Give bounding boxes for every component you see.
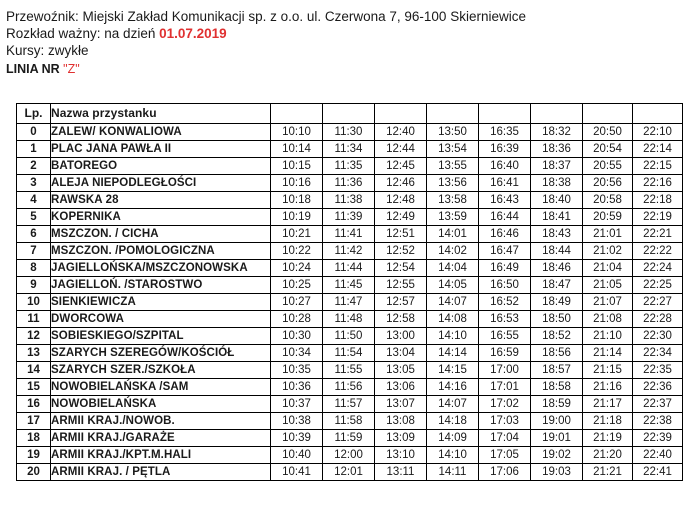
departure-time: 13:08 [375,413,427,430]
stop-number: 17 [17,413,51,430]
departure-time: 10:35 [271,362,323,379]
departure-time: 22:10 [633,124,683,141]
stop-name: NOWOBIELAŃSKA /SAM [51,379,271,396]
departure-time: 11:54 [323,345,375,362]
departure-time: 14:07 [427,294,479,311]
departure-time: 14:09 [427,430,479,447]
departure-time: 22:25 [633,277,683,294]
stop-name: NOWOBIELAŃSKA [51,396,271,413]
departure-time: 17:02 [479,396,531,413]
table-row [17,243,683,260]
departure-time: 22:16 [633,175,683,192]
departure-time: 19:02 [531,447,583,464]
departure-time: 21:02 [583,243,633,260]
departure-time: 18:44 [531,243,583,260]
departure-time: 21:16 [583,379,633,396]
departure-time: 22:30 [633,328,683,345]
stop-number: 11 [17,311,51,328]
table-row [17,209,683,226]
departure-time: 18:36 [531,141,583,158]
departure-time: 12:46 [375,175,427,192]
table-row [17,124,683,141]
departure-time: 10:10 [271,124,323,141]
departure-time: 18:46 [531,260,583,277]
departure-time: 12:52 [375,243,427,260]
stop-number: 18 [17,430,51,447]
departure-time: 17:04 [479,430,531,447]
departure-time: 14:14 [427,345,479,362]
column-header-course [323,104,375,124]
table-row [17,226,683,243]
departure-time: 10:24 [271,260,323,277]
departure-time: 17:01 [479,379,531,396]
departure-time: 10:38 [271,413,323,430]
stop-name: RAWSKA 28 [51,192,271,209]
carrier-line: Przewoźnik: Miejski Zakład Komunikacji sp. z o.o. ul. Czerwona 7, 96-100 Skierniewice [6,9,526,24]
departure-time: 21:21 [583,464,633,481]
stop-number: 5 [17,209,51,226]
validity-label: Rozkład ważny: na dzień [6,26,160,41]
departure-time: 11:56 [323,379,375,396]
departure-time: 22:39 [633,430,683,447]
departure-time: 13:05 [375,362,427,379]
departure-time: 11:55 [323,362,375,379]
column-header-course [271,104,323,124]
departure-time: 11:35 [323,158,375,175]
departure-time: 11:57 [323,396,375,413]
table-header-row [17,104,683,124]
stop-name: ARMII KRAJ./GARAŻE [51,430,271,447]
departure-time: 18:37 [531,158,583,175]
departure-time: 21:10 [583,328,633,345]
departure-time: 14:10 [427,447,479,464]
departure-time: 21:14 [583,345,633,362]
courses-line: Kursy: zwykłe [6,43,89,58]
table-row [17,447,683,464]
departure-time: 13:10 [375,447,427,464]
departure-time: 18:43 [531,226,583,243]
departure-time: 22:41 [633,464,683,481]
departure-time: 12:54 [375,260,427,277]
stop-number: 20 [17,464,51,481]
departure-time: 14:08 [427,311,479,328]
departure-time: 16:52 [479,294,531,311]
stop-name: SOBIESKIEGO/SZPITAL [51,328,271,345]
departure-time: 14:02 [427,243,479,260]
column-header-stop-name: Nazwa przystanku [51,104,271,124]
table-row [17,294,683,311]
departure-time: 18:50 [531,311,583,328]
departure-time: 10:40 [271,447,323,464]
departure-time: 18:47 [531,277,583,294]
departure-time: 16:43 [479,192,531,209]
departure-time: 18:52 [531,328,583,345]
stop-name: ARMII KRAJ./NOWOB. [51,413,271,430]
departure-time: 16:44 [479,209,531,226]
departure-time: 12:44 [375,141,427,158]
departure-time: 11:36 [323,175,375,192]
departure-time: 22:21 [633,226,683,243]
column-header-course [427,104,479,124]
departure-time: 10:16 [271,175,323,192]
departure-time: 18:59 [531,396,583,413]
departure-time: 11:42 [323,243,375,260]
departure-time: 12:51 [375,226,427,243]
stop-name: ARMII KRAJ. / PĘTLA [51,464,271,481]
departure-time: 21:20 [583,447,633,464]
column-header-course [375,104,427,124]
column-header-course [583,104,633,124]
stop-name: ZALEW/ KONWALIOWA [51,124,271,141]
departure-time: 11:39 [323,209,375,226]
table-row [17,175,683,192]
departure-time: 22:18 [633,192,683,209]
departure-time: 18:40 [531,192,583,209]
validity-date: 01.07.2019 [159,26,227,41]
departure-time: 22:27 [633,294,683,311]
stop-name: JAGIELLOŃSKA/MSZCZONOWSKA [51,260,271,277]
departure-time: 10:30 [271,328,323,345]
stop-name: JAGIELLOŃ. /STAROSTWO [51,277,271,294]
departure-time: 14:01 [427,226,479,243]
departure-time: 14:11 [427,464,479,481]
departure-time: 21:19 [583,430,633,447]
departure-time: 11:48 [323,311,375,328]
departure-time: 22:22 [633,243,683,260]
stop-number: 15 [17,379,51,396]
departure-time: 19:03 [531,464,583,481]
stop-name: BATOREGO [51,158,271,175]
departure-time: 10:37 [271,396,323,413]
departure-time: 12:55 [375,277,427,294]
table-row [17,328,683,345]
departure-time: 18:32 [531,124,583,141]
stop-name: DWORCOWA [51,311,271,328]
departure-time: 16:53 [479,311,531,328]
departure-time: 18:41 [531,209,583,226]
departure-time: 11:50 [323,328,375,345]
departure-time: 22:19 [633,209,683,226]
departure-time: 13:55 [427,158,479,175]
departure-time: 20:56 [583,175,633,192]
departure-time: 22:28 [633,311,683,328]
departure-time: 14:07 [427,396,479,413]
departure-time: 10:14 [271,141,323,158]
stop-number: 14 [17,362,51,379]
stop-name: PLAC JANA PAWŁA II [51,141,271,158]
stop-name: MSZCZON. /POMOLOGICZNA [51,243,271,260]
departure-time: 13:56 [427,175,479,192]
departure-time: 12:40 [375,124,427,141]
stop-name: SIENKIEWICZA [51,294,271,311]
table-row [17,464,683,481]
departure-time: 11:41 [323,226,375,243]
table-row [17,430,683,447]
stop-name: SZARYCH SZER./SZKOŁA [51,362,271,379]
departure-time: 10:18 [271,192,323,209]
table-row [17,158,683,175]
departure-time: 16:47 [479,243,531,260]
departure-time: 20:55 [583,158,633,175]
departure-time: 17:05 [479,447,531,464]
departure-time: 16:40 [479,158,531,175]
stop-number: 10 [17,294,51,311]
column-header-course [633,104,683,124]
departure-time: 17:03 [479,413,531,430]
column-header-lp: Lp. [17,104,51,124]
departure-time: 22:34 [633,345,683,362]
departure-time: 21:15 [583,362,633,379]
departure-time: 21:04 [583,260,633,277]
departure-time: 16:46 [479,226,531,243]
departure-time: 12:49 [375,209,427,226]
departure-time: 16:59 [479,345,531,362]
departure-time: 18:38 [531,175,583,192]
departure-time: 13:59 [427,209,479,226]
departure-time: 22:35 [633,362,683,379]
departure-time: 12:00 [323,447,375,464]
departure-time: 13:00 [375,328,427,345]
departure-time: 14:16 [427,379,479,396]
departure-time: 13:06 [375,379,427,396]
stop-number: 2 [17,158,51,175]
document-header [6,8,686,76]
stop-number: 1 [17,141,51,158]
departure-time: 19:00 [531,413,583,430]
table-row [17,277,683,294]
departure-time: 11:58 [323,413,375,430]
departure-time: 10:27 [271,294,323,311]
departure-time: 16:41 [479,175,531,192]
departure-time: 12:45 [375,158,427,175]
departure-time: 13:58 [427,192,479,209]
departure-time: 21:08 [583,311,633,328]
stop-name: MSZCZON. / CICHA [51,226,271,243]
line-number: "Z" [63,62,80,76]
departure-time: 18:57 [531,362,583,379]
departure-time: 10:19 [271,209,323,226]
stop-name: SZARYCH SZEREGÓW/KOŚCIÓŁ [51,345,271,362]
stop-number: 13 [17,345,51,362]
stop-number: 9 [17,277,51,294]
departure-time: 22:36 [633,379,683,396]
departure-time: 18:56 [531,345,583,362]
stop-number: 12 [17,328,51,345]
departure-time: 13:54 [427,141,479,158]
departure-time: 10:25 [271,277,323,294]
stop-number: 7 [17,243,51,260]
departure-time: 16:39 [479,141,531,158]
departure-time: 16:49 [479,260,531,277]
departure-time: 18:58 [531,379,583,396]
departure-time: 16:35 [479,124,531,141]
departure-time: 12:57 [375,294,427,311]
departure-time: 22:40 [633,447,683,464]
departure-time: 21:07 [583,294,633,311]
departure-time: 10:21 [271,226,323,243]
stop-name: KOPERNIKA [51,209,271,226]
departure-time: 11:38 [323,192,375,209]
departure-time: 13:07 [375,396,427,413]
departure-time: 14:18 [427,413,479,430]
stop-number: 4 [17,192,51,209]
departure-time: 22:15 [633,158,683,175]
departure-time: 21:05 [583,277,633,294]
departure-time: 10:39 [271,430,323,447]
departure-time: 12:48 [375,192,427,209]
table-row [17,345,683,362]
departure-time: 10:28 [271,311,323,328]
departure-time: 10:41 [271,464,323,481]
departure-time: 21:18 [583,413,633,430]
departure-time: 11:44 [323,260,375,277]
stop-name: ARMII KRAJ./KPT.M.HALI [51,447,271,464]
departure-time: 19:01 [531,430,583,447]
departure-time: 13:11 [375,464,427,481]
departure-time: 17:00 [479,362,531,379]
line-label: LINIA NR [6,62,64,76]
line-title [6,62,686,76]
stop-number: 6 [17,226,51,243]
table-row [17,413,683,430]
departure-time: 14:15 [427,362,479,379]
departure-time: 11:47 [323,294,375,311]
departure-time: 10:22 [271,243,323,260]
stop-number: 8 [17,260,51,277]
departure-time: 11:30 [323,124,375,141]
departure-time: 20:54 [583,141,633,158]
departure-time: 20:50 [583,124,633,141]
departure-time: 22:14 [633,141,683,158]
departure-time: 14:10 [427,328,479,345]
stop-number: 3 [17,175,51,192]
departure-time: 16:55 [479,328,531,345]
timetable [16,103,683,481]
departure-time: 20:58 [583,192,633,209]
departure-time: 13:50 [427,124,479,141]
departure-time: 13:04 [375,345,427,362]
departure-time: 11:45 [323,277,375,294]
departure-time: 18:49 [531,294,583,311]
departure-time: 21:01 [583,226,633,243]
departure-time: 11:34 [323,141,375,158]
departure-time: 10:15 [271,158,323,175]
departure-time: 13:09 [375,430,427,447]
departure-time: 11:59 [323,430,375,447]
departure-time: 14:04 [427,260,479,277]
departure-time: 21:17 [583,396,633,413]
departure-time: 12:01 [323,464,375,481]
stop-number: 16 [17,396,51,413]
table-row [17,141,683,158]
departure-time: 10:34 [271,345,323,362]
departure-time: 10:36 [271,379,323,396]
table-row [17,396,683,413]
stop-number: 19 [17,447,51,464]
departure-time: 22:37 [633,396,683,413]
table-row [17,379,683,396]
departure-time: 14:05 [427,277,479,294]
table-row [17,311,683,328]
validity-line [6,25,686,42]
table-row [17,192,683,209]
table-row [17,362,683,379]
stop-name: ALEJA NIEPODLEGŁOŚCI [51,175,271,192]
table-row [17,260,683,277]
departure-time: 16:50 [479,277,531,294]
departure-time: 22:24 [633,260,683,277]
stop-number: 0 [17,124,51,141]
departure-time: 20:59 [583,209,633,226]
departure-time: 22:38 [633,413,683,430]
departure-time: 17:06 [479,464,531,481]
column-header-course [479,104,531,124]
column-header-course [531,104,583,124]
departure-time: 12:58 [375,311,427,328]
